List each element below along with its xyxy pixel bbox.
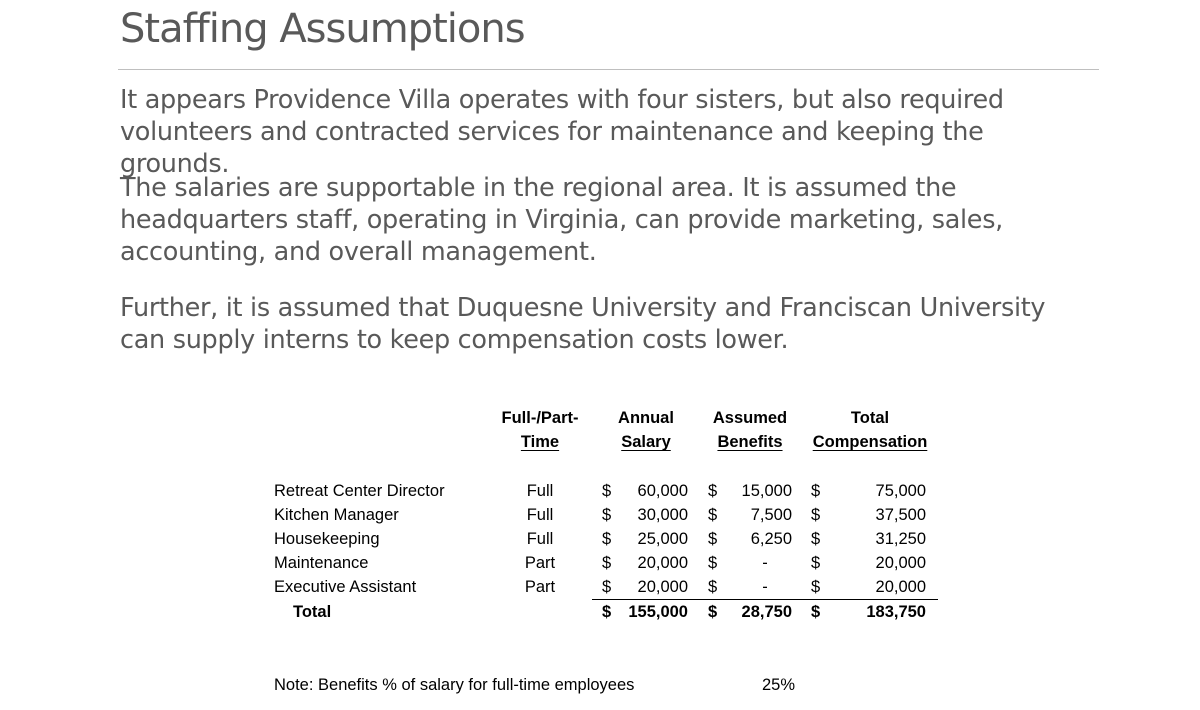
- row-total: 20,000: [875, 554, 926, 572]
- salary-currency: $: [602, 603, 612, 621]
- benefits-note: Note: Benefits % of salary for full-time employees: [274, 676, 635, 694]
- total-compensation: 183,750: [866, 603, 926, 621]
- row-total: 31,250: [875, 530, 926, 548]
- row-benefits: 7,500: [750, 506, 792, 524]
- row-total: 75,000: [875, 482, 926, 500]
- total-currency: $: [811, 554, 821, 572]
- paragraph-interns: Further, it is assumed that Duquesne University and Franciscan University can supply interns to keep compensation costs lower.: [120, 293, 1046, 355]
- benefits-currency: $: [708, 554, 718, 572]
- total-salary: 155,000: [628, 603, 688, 621]
- salary-currency: $: [602, 578, 612, 596]
- row-role: Maintenance: [274, 554, 369, 572]
- title-divider: [118, 69, 1099, 70]
- total-label: Total: [293, 603, 332, 621]
- row-salary: 30,000: [637, 506, 688, 524]
- row-total: 37,500: [875, 506, 926, 524]
- paragraph-operations: It appears Providence Villa operates with four sisters, but also required volunteers and contracted services for maintenance and keeping the grounds.: [120, 85, 1004, 179]
- row-role: Kitchen Manager: [274, 506, 399, 524]
- benefits-currency: $: [708, 482, 718, 500]
- slide-title: Staffing Assumptions: [120, 6, 525, 52]
- header-comp-line1: Total: [850, 409, 890, 427]
- row-benefits: -: [762, 554, 768, 572]
- row-salary: 20,000: [637, 578, 688, 596]
- row-salary: 25,000: [637, 530, 688, 548]
- header-ftpt-line2: Time: [520, 433, 560, 451]
- total-currency: $: [811, 530, 821, 548]
- header-benefits-line2: Benefits: [717, 433, 783, 451]
- salary-currency: $: [602, 554, 612, 572]
- row-type: Full: [526, 506, 554, 524]
- benefits-currency: $: [708, 603, 718, 621]
- benefits-rate: 25%: [762, 676, 796, 694]
- row-total: 20,000: [875, 578, 926, 596]
- benefits-currency: $: [708, 530, 718, 548]
- salary-currency: $: [602, 530, 612, 548]
- total-divider: [592, 599, 938, 600]
- row-type: Full: [526, 530, 554, 548]
- row-benefits: -: [762, 578, 768, 596]
- row-role: Executive Assistant: [274, 578, 417, 596]
- total-currency: $: [811, 603, 821, 621]
- row-benefits: 15,000: [741, 482, 792, 500]
- row-role: Housekeeping: [274, 530, 380, 548]
- row-type: Full: [526, 482, 554, 500]
- salary-currency: $: [602, 482, 612, 500]
- header-comp-line2: Compensation: [812, 433, 928, 451]
- row-role: Retreat Center Director: [274, 482, 445, 500]
- total-currency: $: [811, 482, 821, 500]
- header-salary-line1: Annual: [618, 409, 674, 427]
- benefits-currency: $: [708, 506, 718, 524]
- total-benefits: 28,750: [741, 603, 792, 621]
- header-salary-line2: Salary: [621, 433, 671, 451]
- total-currency: $: [811, 506, 821, 524]
- row-salary: 60,000: [637, 482, 688, 500]
- paragraph-salaries: The salaries are supportable in the regional area. It is assumed the headquarters staff, operating in Virginia, can provide marketing, sales, accounting, and overall management.: [120, 173, 1003, 267]
- total-currency: $: [811, 578, 821, 596]
- salary-currency: $: [602, 506, 612, 524]
- header-ftpt-line1: Full-/Part-: [501, 409, 579, 427]
- row-type: Part: [524, 578, 556, 596]
- header-benefits-line1: Assumed: [712, 409, 788, 427]
- row-benefits: 6,250: [750, 530, 792, 548]
- row-salary: 20,000: [637, 554, 688, 572]
- row-type: Part: [524, 554, 556, 572]
- benefits-currency: $: [708, 578, 718, 596]
